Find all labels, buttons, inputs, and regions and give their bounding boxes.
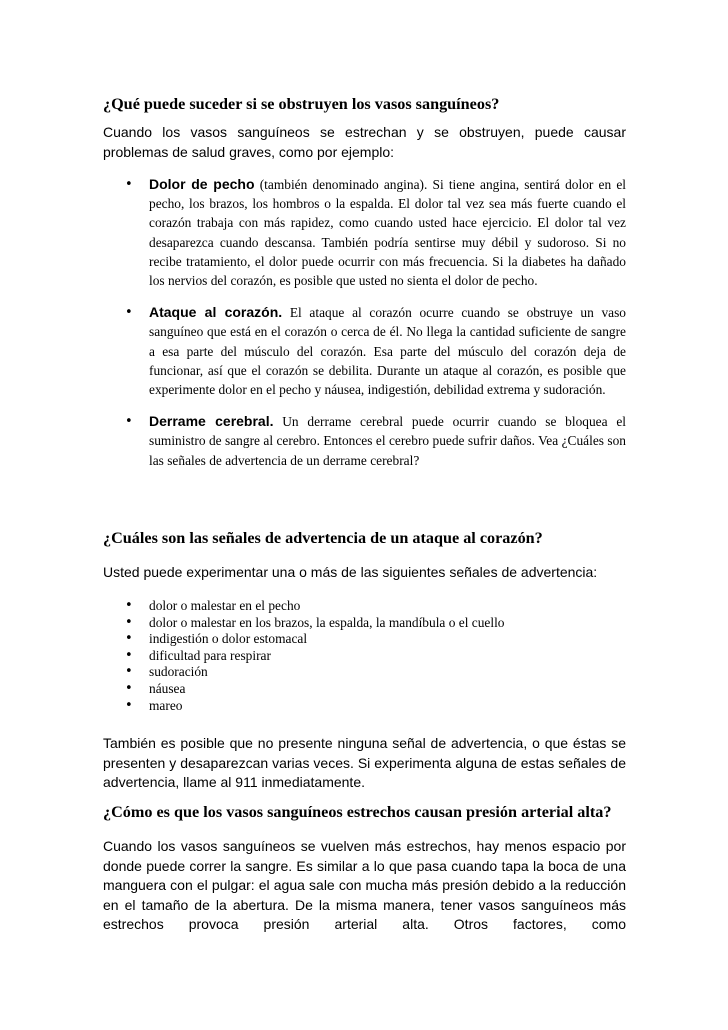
list-item-text: El ataque al corazón ocurre cuando se obstruye un vaso sanguíneo que está en el corazón o cerca de él. No llega la cantidad suficiente de sangre a esa parte del músculo del corazón. Esa parte del músculo del corazón deja de funcionar, así que el corazón se debilita. Durante un ataque al corazón, es posible que experimente dolor en el pecho y náusea, indigestión, debilidad extrema y sudoración. (149, 305, 626, 398)
list-item-term: Ataque al corazón. (149, 304, 283, 321)
list-item-chest-pain (103, 175, 626, 290)
bullet-icon: • (125, 647, 133, 663)
list-item: • indigestión o dolor estomacal (125, 631, 308, 647)
list-item: • dificultad para respirar (125, 647, 271, 663)
list-item-term: Dolor de pecho (149, 176, 255, 192)
list-item-text: (también denominado angina). Si tiene angina, sentirá dolor en el pecho, los brazos, los hombros o la espalda. El dolor tal vez sea más fuerte cuando el corazón trabaja con más rapidez, como cuando usted hace ejercicio. El dolor tal vez desaparezca cuando descansa. También podría sentirse muy débil y sudoroso. Si no recibe tratamiento, el dolor puede ocurrir con más frecuencia. Si la diabetes ha dañado los nervios del corazón, es posible que usted no sienta el dolor de pecho. (149, 177, 626, 289)
paragraph-blood-pressure: Cuando los vasos sanguíneos se vuelven más estrechos, hay menos espacio por donde puede correr la sangre. Es similar a lo que pasa cuando tapa la boca de una manguera con el pulgar: el agua sale con mucha más presión debido a la reducción en el tamaño de la abertura. De la misma manera, tener vasos sanguíneos más estrechos provoca presión arterial alta. Otros factores, como (103, 838, 626, 932)
bullet-icon: • (125, 598, 133, 613)
intro-paragraph-warning-signs: Usted puede experimentar una o más de las siguientes señales de advertencia: (103, 564, 598, 580)
section-heading-warning-signs: ¿Cuáles son las señales de advertencia de un ataque al corazón? (103, 529, 543, 547)
bullet-icon: • (125, 414, 133, 430)
list-item: • dolor o malestar en los brazos, la espalda, la mandíbula o el cuello (125, 614, 505, 630)
section-heading-obstruction: ¿Qué puede suceder si se obstruyen los vasos sanguíneos? (103, 95, 500, 113)
warning-signs-list (103, 598, 626, 714)
closing-paragraph-warning-signs: También es posible que no presente ninguna señal de advertencia, o que éstas se presenten y desaparezcan varias veces. Si experimenta alguna de estas señales de advertencia, llame al 911 inmediatamente. (103, 735, 626, 790)
complications-list (103, 175, 626, 483)
bullet-icon: • (125, 177, 133, 192)
bullet-icon: • (125, 664, 133, 680)
bullet-icon: • (125, 305, 133, 321)
bullet-icon: • (125, 680, 133, 696)
bullet-icon: • (125, 614, 133, 630)
intro-paragraph-obstruction: Cuando los vasos sanguíneos se estrechan y se obstruyen, puede causar problemas de salud graves, como por ejemplo: (103, 124, 626, 160)
bullet-icon: • (125, 697, 133, 713)
list-item-text: Un derrame cerebral puede ocurrir cuando se bloquea el suministro de sangre al cerebro. Entonces el cerebro puede sufrir daños. Vea ¿Cuáles son las señales de advertencia de un derrame cerebral? (149, 414, 626, 468)
bullet-icon: • (125, 631, 133, 647)
list-item: • náusea (125, 680, 186, 696)
list-item: • sudoración (125, 664, 208, 680)
list-item: • dolor o malestar en el pecho (125, 598, 301, 613)
list-item-term: Derrame cerebral. (149, 413, 274, 430)
list-item: • mareo (125, 697, 183, 713)
list-item-stroke (103, 412, 626, 470)
list-item-heart-attack (103, 303, 626, 399)
section-heading-blood-pressure: ¿Cómo es que los vasos sanguíneos estrechos causan presión arterial alta? (103, 803, 612, 821)
